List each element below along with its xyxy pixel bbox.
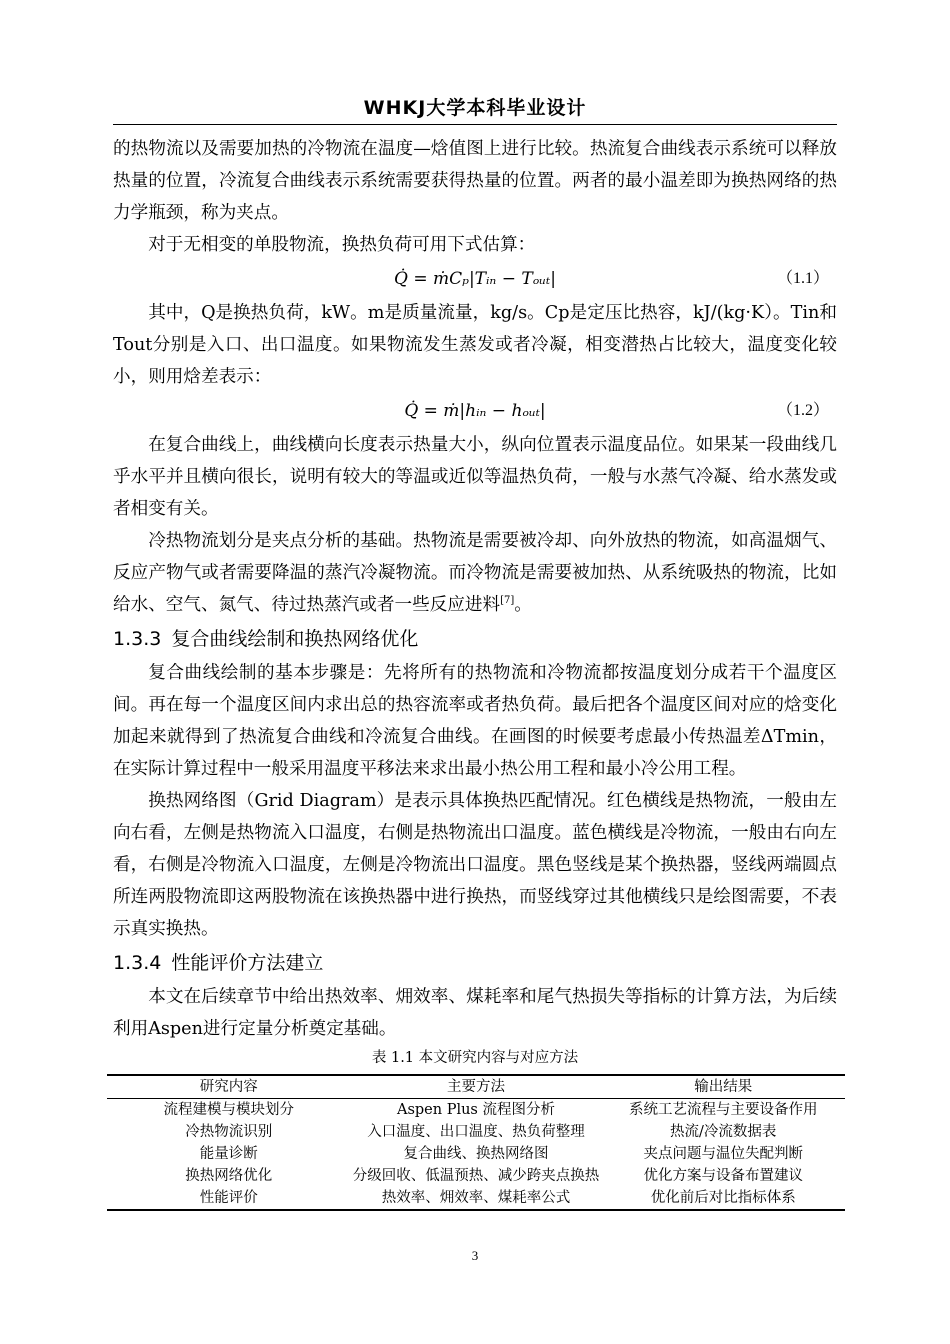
table-cell: 冷热物流识别 [185,1124,273,1140]
table-cell: 性能评价 [107,1187,351,1210]
header-divider [113,124,837,125]
table-row [107,1099,845,1122]
table-cell: 夹点问题与温位失配判断 [643,1146,803,1162]
formula-expression: Q̇ = ṁCₚ|Tᵢₙ − Tₒᵤₜ| [394,269,556,289]
table-row [107,1121,845,1143]
paragraph: 其中，Q是换热负荷，kW。m是质量流量，kg/s。Cp是定压比热容，kJ/(kg·K）。Tin和Tout分别是入口、出口温度。如果物流发生蒸发或者冷凝，相变潜热占比较大，温度变化较小，则用焓差表示： [113,303,837,387]
section-title: 复合曲线绘制和换热网络优化 [171,628,419,650]
section-number: 1.3.3 [113,628,162,650]
page-number: 3 [471,1248,479,1263]
research-methods-table [107,1074,845,1211]
table-cell: 系统工艺流程与主要设备作用 [628,1102,818,1118]
table-cell: 复合曲线、换热网络图 [403,1146,549,1162]
paragraph: 本文在后续章节中给出热效率、㶲效率、煤耗率和尾气热损失等指标的计算方法，为后续利用Aspen进行定量分析奠定基础。 [113,987,837,1039]
table-cell: 能量诊断 [199,1146,258,1162]
table-header-cell: 主要方法 [351,1075,602,1099]
formula-number: （1.1） [776,270,829,287]
paragraph: 的热物流以及需要加热的冷物流在温度—焓值图上进行比较。热流复合曲线表示系统可以释放热量的位置，冷流复合曲线表示系统需要获得热量的位置。两者的最小温差即为换热网络的热力学瓶颈，称为夹点。 [113,139,837,223]
table-header-cell: 输出结果 [601,1075,845,1099]
citation-ref: [7] [500,595,515,607]
formula-expression: Q̇ = ṁ|hᵢₙ − hₒᵤₜ| [404,401,546,421]
paragraph: 对于无相变的单股物流，换热负荷可用下式估算： [148,235,536,255]
paragraph: 复合曲线绘制的基本步骤是：先将所有的热物流和冷物流都按温度划分成若干个温度区间。再在每一个温度区间内求出总的热容流率或者热负荷。最后把各个温度区间对应的焓变化加起来就得到了热流复合曲线和冷流复合曲线。在画图的时候要考虑最小传热温差ΔTmin，在实际计算过程中一般采用温度平移法来求出最小热公用工程和最小冷公用工程。 [113,663,837,779]
section-title: 性能评价方法建立 [171,952,324,974]
section-number: 1.3.4 [113,952,162,974]
table-cell: 优化前后对比指标体系 [601,1187,845,1210]
section-heading-1-3-3 [113,621,837,657]
page-header-title: WHKJ大学本科毕业设计 [363,97,587,119]
table-cell: Aspen Plus 流程图分析 [396,1102,555,1118]
formula-number: （1.2） [776,402,829,419]
paragraph: 在复合曲线上，曲线横向长度表示热量大小，纵向位置表示温度品位。如果某一段曲线几乎水平并且横向很长，说明有较大的等温或近似等温热负荷，一般与水蒸气冷凝、给水蒸发或者相变有关。 [113,435,837,519]
table-row [107,1165,845,1187]
table-cell: 入口温度、出口温度、热负荷整理 [367,1124,585,1140]
table-cell: 热流/冷流数据表 [670,1124,777,1140]
table-row [107,1187,845,1210]
formula-1-1 [113,261,837,297]
table-cell: 优化方案与设备布置建议 [643,1168,803,1184]
table-cell: 热效率、㶲效率、煤耗率公式 [351,1187,602,1210]
table-cell: 换热网络优化 [185,1168,273,1184]
table-cell: 流程建模与模块划分 [163,1102,295,1118]
paragraph-text: 冷热物流划分是夹点分析的基础。热物流是需要被冷却、向外放热的物流，如高温烟气、反应产物气或者需要降温的蒸汽冷凝物流。而冷物流是需要被加热、从系统吸热的物流，比如给水、空气、氮气、待过热蒸汽或者一些反应进料 [113,531,837,615]
formula-1-2 [113,393,837,429]
table-cell: 分级回收、低温预热、减少跨夹点换热 [352,1168,600,1184]
table-caption: 表 1.1 本文研究内容与对应方法 [371,1050,579,1066]
table-row [107,1143,845,1165]
section-heading-1-3-4 [113,945,837,981]
paragraph [113,525,837,621]
table-header-cell: 研究内容 [107,1075,351,1099]
paragraph-end: 。 [514,595,532,615]
page-body [113,133,837,1045]
paragraph: 换热网络图（Grid Diagram）是表示具体换热匹配情况。红色横线是热物流，一般由左向右看，左侧是热物流入口温度，右侧是热物流出口温度。蓝色横线是冷物流，一般由右向左看，右侧是冷物流入口温度，左侧是冷物流出口温度。黑色竖线是某个换热器，竖线两端圆点所连两股物流即这两股物流在该换热器中进行换热，而竖线穿过其他横线只是绘图需要，不表示真实换热。 [113,791,837,939]
table-header-row [107,1075,845,1099]
